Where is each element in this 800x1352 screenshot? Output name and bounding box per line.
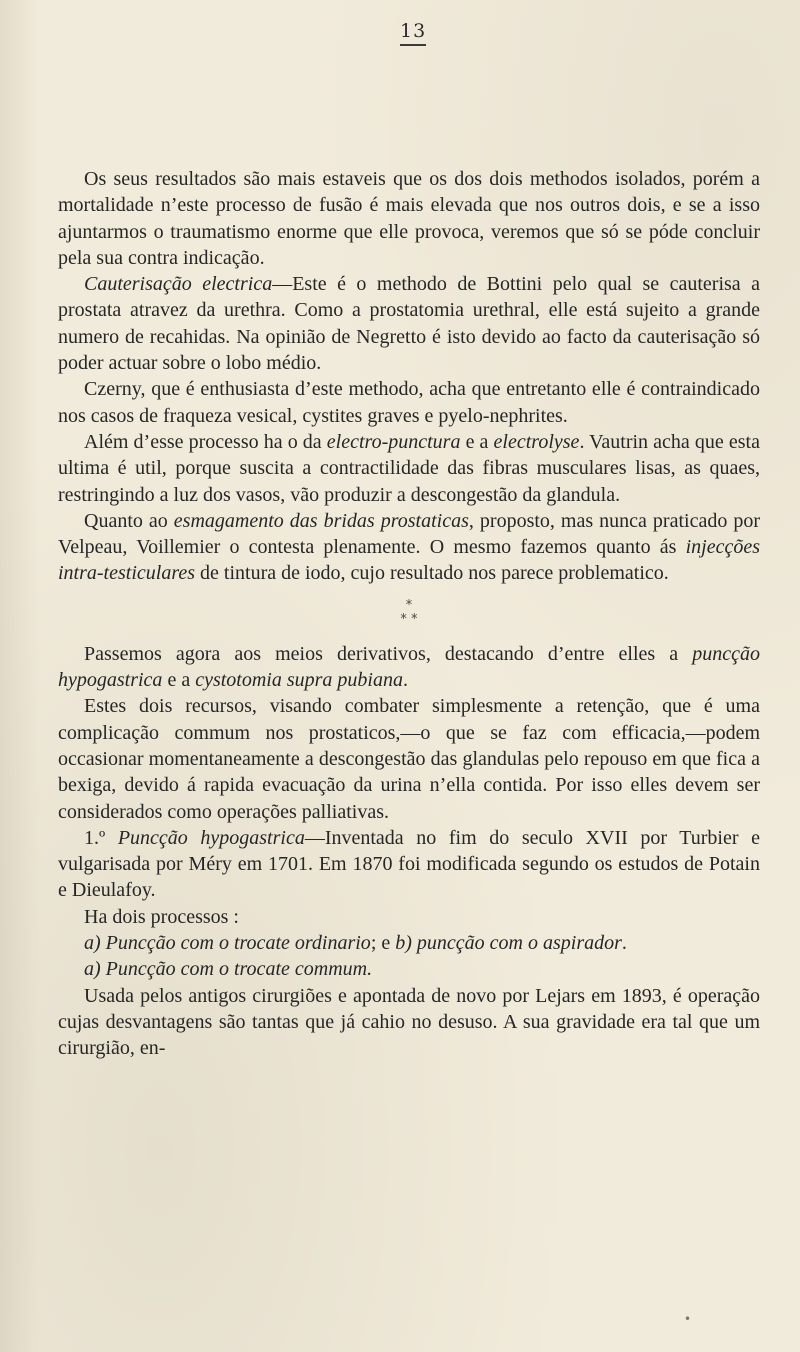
- asterism-bottom: * *: [400, 611, 418, 627]
- section-title-puncao: Puncção hypogastrica: [117, 826, 305, 849]
- paragraph-electro-punctura: Além d’esse processo ha o da electro-punctura e a electrolyse. Vautrin acha que esta ultima é util, porque suscita a contractilidade das fibras musculares lisas, as quaes, restringindo a luz dos vasos, vão produzir a descongestão da glandula.: [58, 430, 760, 506]
- body-text: [58, 166, 760, 1062]
- paragraph-esmagamento: Quanto ao esmagamento das bridas prostaticas, proposto, mas nunca praticado por Velpeau, Voillemier o contesta plenamente. O mesmo fazemos quanto ás injecções intra-testiculares de tintura de iodo, cujo resultado nos parece problematico.: [58, 509, 760, 585]
- page-number: 13: [400, 20, 426, 46]
- section-title-cauterisation: Cauterisação electrica: [84, 273, 273, 296]
- paragraph-puncao-hypogastrica: 1.º Puncção hypogastrica—Inventada no fim do seculo XVII por Turbier e vulgarisada por Méry em 1701. Em 1870 foi modificada segundo os estudos de Potain e Dieulafoy.: [58, 826, 761, 902]
- paragraph-derivativos: Passemos agora aos meios derivativos, destacando d’entre elles a puncção hypogastrica e a cystotomia supra pubiana.: [58, 642, 760, 692]
- paragraph-cauterisation: Cauterisação electrica—Este é o methodo de Bottini pelo qual se cauterisa a prostata atravez da urethra. Como a prostatomia urethral, elle está sujeito a grande numero de recahidas. Na opinião de Negretto é isto devido ao facto da cauterisação só poder actuar sobre o lobo médio.: [58, 273, 761, 375]
- paragraph-1: Os seus resultados são mais estaveis que os dos dois methodos isolados, porém a mortalidade n’este processo de fusão é mais elevada que nos outros dois, e se a isso ajuntarmos o traumatismo enorme que elle provoca, veremos que só se póde concluir pela sua contra indicação.: [58, 168, 760, 269]
- paragraph-processos-list: a) Puncção com o trocate ordinario; e b) puncção com o aspirador.: [84, 932, 627, 955]
- paragraph-lejars: Usada pelos antigos cirurgiões e apontada de novo por Lejars em 1893, é operação cujas desvantagens são tantas que já cahio no desuso. A sua gravidade era tal que um cirurgião, en-: [58, 984, 760, 1060]
- paragraph-recursos: Estes dois recursos, visando combater simplesmente a retenção, que é uma complicação commum nos prostaticos,—o que se faz com efficacia,—podem occasionar momentaneamente a descongestão das glandulas pelo repouso em que fica a bexiga, devido á rapida evacuação da urina n’ella contida. Por isso elles devem ser considerados como operações palliativas.: [58, 695, 760, 823]
- subheading-trocate-commum: a) Puncção com o trocate commum.: [84, 958, 373, 981]
- paragraph-processos: Ha dois processos :: [84, 905, 239, 928]
- paragraph-czerny: Czerny, que é enthusiasta d’este methodo, acha que entretanto elle é contraindicado nos casos de fraqueza vesical, cystites graves e pyelo-nephrites.: [58, 378, 760, 427]
- asterism-top: *: [405, 597, 413, 613]
- asterism-divider: [58, 599, 760, 627]
- ink-smudge-mark: •: [684, 1312, 692, 1326]
